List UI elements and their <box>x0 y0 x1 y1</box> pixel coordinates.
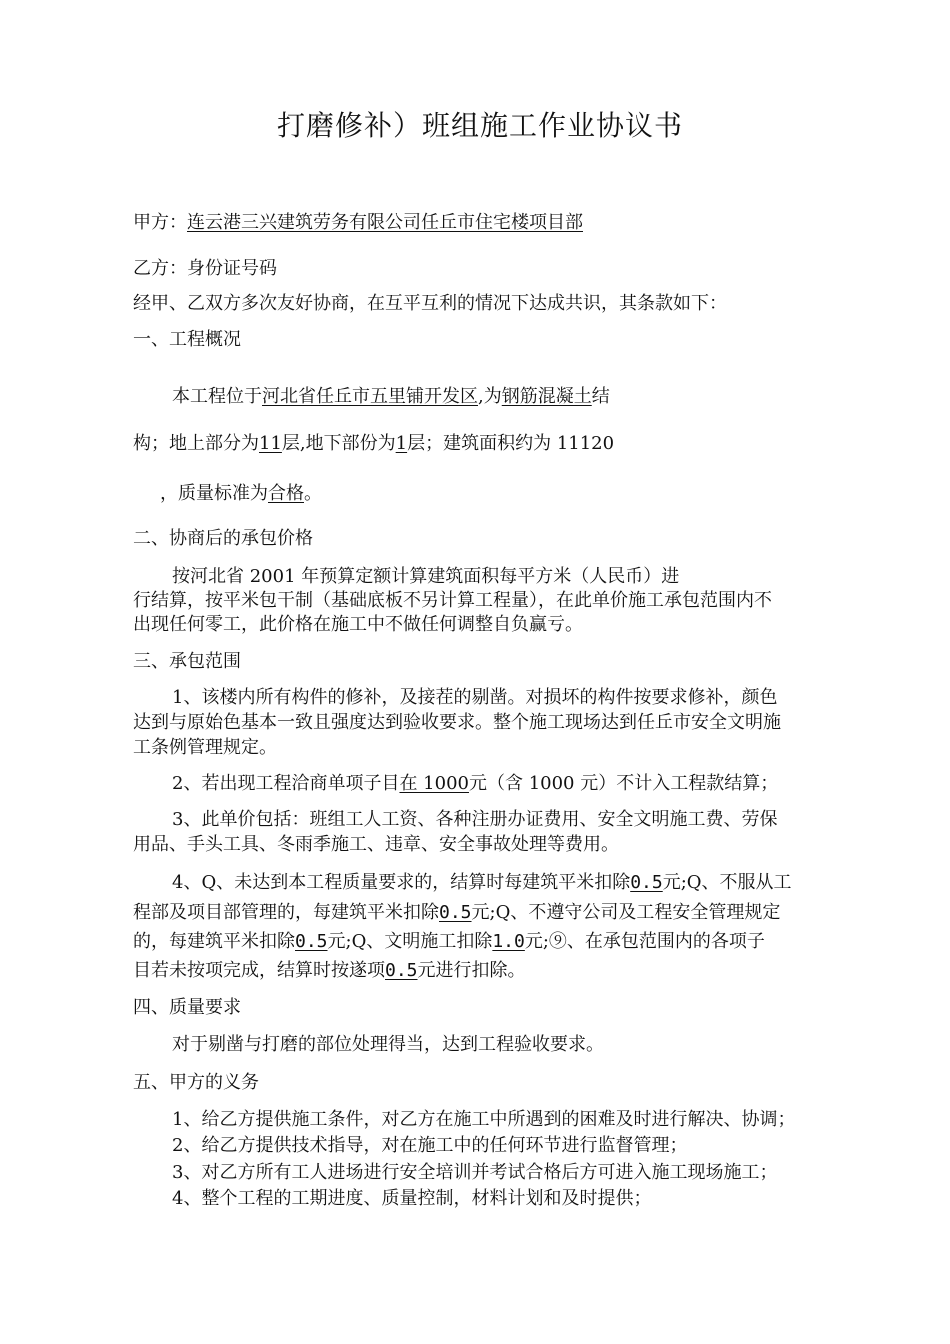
deduction-value: 1.0 <box>492 931 525 952</box>
s3-text: 4、Q、未达到本工程质量要求的，结算时每建筑平米扣除 <box>172 872 631 893</box>
s1-text: 层,地下部份为 <box>281 433 396 454</box>
section-1-heading: 一、工程概况 <box>133 329 241 350</box>
s3-p3-line-1: 3、此单价包括：班组工人工资、各种注册办证费用、安全文明施工费、劳保 <box>172 809 778 830</box>
section-5-heading: 五、甲方的义务 <box>133 1072 259 1093</box>
s3-text: 程部及项目部管理的，每建筑平米扣除 <box>133 902 439 923</box>
s2-line-3: 出现任何零工，此价格在施工中不做任何调整自负赢亏。 <box>133 614 583 635</box>
s3-p3-line-2: 用品、手头工具、冬雨季施工、违章、安全事故处理等费用。 <box>133 834 619 855</box>
s1-text: ，质量标准为 <box>160 483 268 504</box>
s1-text: 结 <box>591 386 610 407</box>
s1-text: 本工程位于 <box>172 386 262 407</box>
s2-line-2: 行结算，按平米包干制（基础底板不另计算工程量），在此单价施工承包范围内不 <box>133 590 772 611</box>
party-a-name: 连云港三兴建筑劳务有限公司任丘市住宅楼项目部 <box>187 212 583 233</box>
s3-p4-line-3 <box>133 930 765 954</box>
deduction-value: 0.5 <box>295 931 328 952</box>
s1-text: 构；地上部分为 <box>133 433 259 454</box>
s1-line-3 <box>160 482 322 506</box>
s1-text: 。 <box>304 483 322 504</box>
s3-p1-line-2: 达到与原始色基本一致且强度达到验收要求。整个施工现场达到任丘市安全文明施 <box>133 712 781 733</box>
s2-line-1: 按河北省 2001 年预算定额计算建筑面积每平方米（人民币）进 <box>172 566 680 587</box>
deduction-value: 0.5 <box>385 960 418 981</box>
change-order-threshold: 在 1000 <box>399 773 469 794</box>
s3-text: 元;Q、文明施工扣除 <box>327 931 493 952</box>
s1-line-2 <box>133 432 614 456</box>
quality-standard: 合格 <box>268 483 304 504</box>
deduction-value: 0.5 <box>439 902 472 923</box>
s5-item-1: 1、给乙方提供施工条件，对乙方在施工中所遇到的困难及时进行解决、协调； <box>172 1109 796 1130</box>
s5-item-3: 3、对乙方所有工人进场进行安全培训并考试合格后方可进入施工现场施工； <box>172 1162 778 1183</box>
s3-text: 目若未按项完成，结算时按遂项 <box>133 960 385 981</box>
s3-text: 元;Q、不服从工 <box>662 872 792 893</box>
party-b-line: 乙方：身份证号码 <box>133 258 277 279</box>
party-a-label: 甲方： <box>133 212 187 233</box>
structure-type: 钢筋混凝土 <box>501 386 592 407</box>
s5-item-2: 2、给乙方提供技术指导，对在施工中的任何环节进行监督管理； <box>172 1135 688 1156</box>
s1-text: 层；建筑面积约为 11120 <box>407 433 615 454</box>
party-a-line <box>133 211 583 235</box>
s3-p4-line-4 <box>133 959 526 983</box>
floors-below: 1 <box>395 433 408 454</box>
s3-p4-line-1 <box>172 871 792 895</box>
s3-text: 元;Q、不遵守公司及工程安全管理规定 <box>471 902 781 923</box>
s3-text: 2、若出现工程洽商单项子目 <box>172 773 400 794</box>
s4-line-1: 对于剔凿与打磨的部位处理得当，达到工程验收要求。 <box>172 1034 604 1055</box>
section-3-heading: 三、承包范围 <box>133 651 241 672</box>
s3-p1-line-3: 工条例管理规定。 <box>133 737 277 758</box>
s3-text: 元;⑨、在承包范围内的各项子 <box>524 931 765 952</box>
s3-text: 元（含 1000 元）不计入工程款结算； <box>468 773 779 794</box>
section-2-heading: 二、协商后的承包价格 <box>133 528 313 549</box>
intro-text: 经甲、乙双方多次友好协商，在互平互利的情况下达成共识，其条款如下： <box>133 293 727 314</box>
s3-p4-line-2 <box>133 901 780 925</box>
floors-above: 11 <box>259 433 282 454</box>
project-location: 河北省任丘市五里铺开发区 <box>262 386 478 407</box>
section-4-heading: 四、质量要求 <box>133 997 241 1018</box>
s1-line-1 <box>172 385 610 409</box>
deduction-value: 0.5 <box>630 872 663 893</box>
s5-item-4: 4、整个工程的工期进度、质量控制，材料计划和及时提供； <box>172 1188 652 1209</box>
s3-p1-line-1: 1、该楼内所有构件的修补，及接茬的剔凿。对损坏的构件按要求修补，颜色 <box>172 687 778 708</box>
s1-text: ,为 <box>478 386 502 407</box>
s3-p2-line <box>172 772 778 796</box>
s3-text: 的，每建筑平米扣除 <box>133 931 295 952</box>
document-title: 打磨修补）班组施工作业协议书 <box>277 109 684 142</box>
s3-text: 元进行扣除。 <box>417 960 526 981</box>
